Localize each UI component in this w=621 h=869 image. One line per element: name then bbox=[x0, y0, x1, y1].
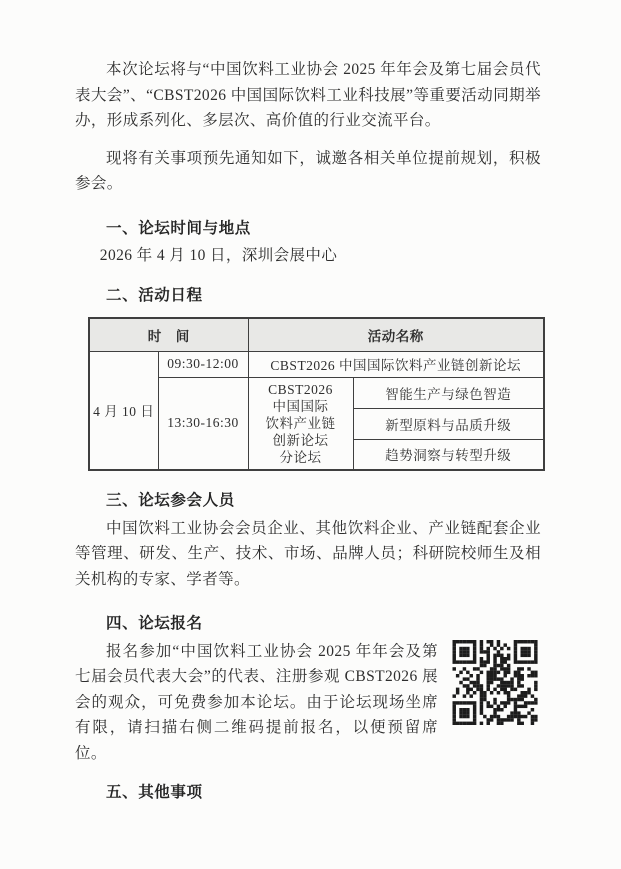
qr-code-svg bbox=[449, 640, 541, 725]
table-row bbox=[89, 351, 544, 377]
forum-name-cell bbox=[248, 377, 353, 470]
table-header-row bbox=[89, 318, 544, 351]
section-2-heading: 二、活动日程 bbox=[106, 286, 203, 304]
date-cell: 4 月 10 日 bbox=[89, 351, 158, 470]
time-cell-afternoon: 13:30-16:30 bbox=[158, 377, 248, 470]
forum-name-line: CBST2026 bbox=[268, 381, 333, 397]
table-row bbox=[89, 377, 544, 408]
forum-name-line: 分论坛 bbox=[279, 449, 322, 465]
intro-paragraph-1: 本次论坛将与“中国饮料工业协会 2025 年年会及第七届会员代表大会”、“CBST2026 中国国际饮料工业科技展”等重要活动同期举办，形成系列化、多层次、高价值的行业交流平台。 bbox=[75, 61, 541, 129]
topic-cell: 新型原料与品质升级 bbox=[353, 408, 544, 439]
section-4-heading: 四、论坛报名 bbox=[106, 615, 203, 632]
activity-cell-morning: CBST2026 中国国际饮料产业链创新论坛 bbox=[248, 351, 544, 377]
section-4 bbox=[75, 611, 541, 766]
table-header-time: 时 间 bbox=[89, 318, 248, 351]
forum-name-line: 创新论坛 bbox=[272, 432, 329, 448]
topic-cell: 智能生产与绿色智造 bbox=[353, 377, 544, 408]
section-4-body: 报名参加“中国饮料工业协会 2025 年年会及第七届会员代表大会”的代表、注册参观 CBST2026 展会的观众，可免费参加本论坛。由于论坛现场坐席有限，请扫描右侧二维码提前报名，以便预留席位。 bbox=[75, 642, 438, 762]
table-header-activity: 活动名称 bbox=[248, 318, 544, 351]
section-3-body: 中国饮料工业协会会员企业、其他饮料企业、产业链配套企业等管理、研发、生产、技术、市场、品牌人员；科研院校师生及相关机构的专家、学者等。 bbox=[75, 519, 541, 588]
section-3-heading: 三、论坛参会人员 bbox=[106, 492, 235, 509]
section-1-heading: 一、论坛时间与地点 bbox=[106, 219, 251, 237]
topic-cell: 趋势洞察与转型升级 bbox=[353, 439, 544, 470]
schedule-table bbox=[88, 317, 545, 471]
forum-name-line: 饮料产业链 bbox=[265, 415, 336, 431]
registration-qr-code-icon bbox=[449, 640, 541, 725]
section-5-heading: 五、其他事项 bbox=[106, 784, 203, 801]
time-cell-morning: 09:30-12:00 bbox=[158, 351, 248, 377]
intro-paragraph-2: 现将有关事项预先通知如下，诚邀各相关单位提前规划，积极参会。 bbox=[75, 149, 541, 192]
section-1-body: 2026 年 4 月 10 日，深圳会展中心 bbox=[99, 247, 338, 264]
forum-name-line: 中国国际 bbox=[272, 398, 329, 414]
